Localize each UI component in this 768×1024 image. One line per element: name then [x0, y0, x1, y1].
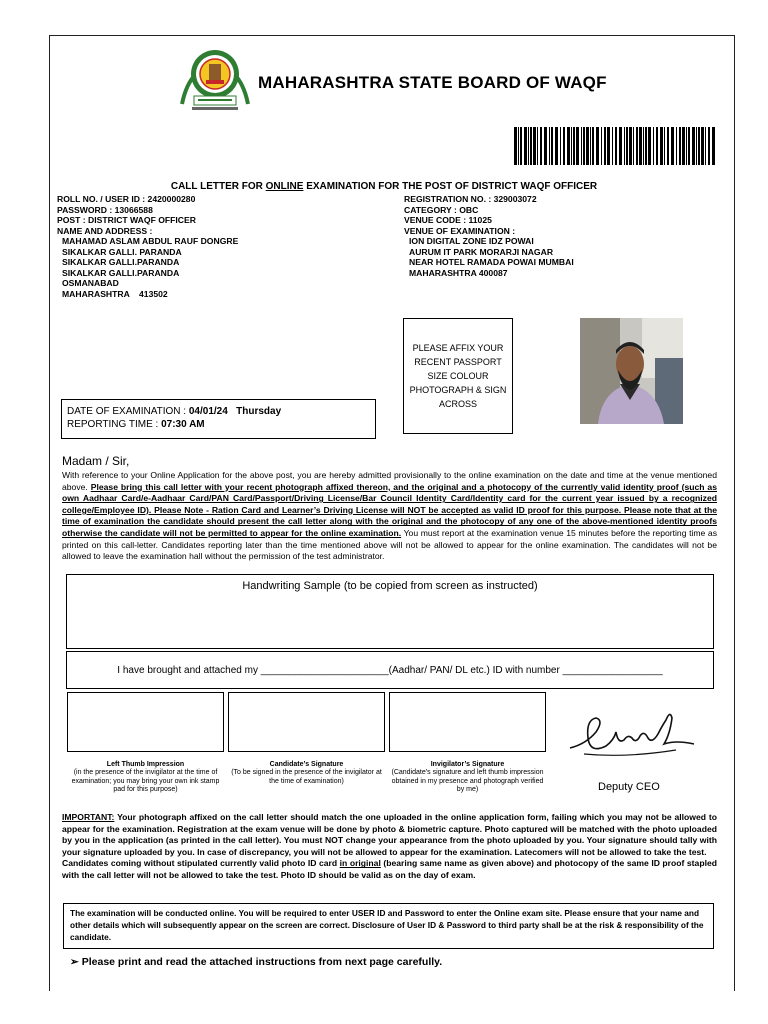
candidate-info [57, 194, 238, 299]
barcode-bar [676, 127, 677, 165]
barcode-bar [563, 127, 565, 165]
candidate-photo [580, 318, 683, 424]
barcode-bar [551, 127, 553, 165]
barcode-bar [524, 127, 527, 165]
barcode-bar [664, 127, 665, 165]
id-declaration-line: I have brought and attached my _______________________(Aadhar/ PAN/ DL etc.) ID with number __________________ [66, 651, 714, 689]
venue-line: AURUM IT PARK MORARJI NAGAR [409, 246, 554, 257]
barcode-bar [601, 127, 602, 165]
invigilator-signature-box [389, 692, 546, 752]
barcode-bar [705, 127, 706, 165]
deputy-ceo-signature [566, 704, 698, 764]
password: PASSWORD : 13066588 [57, 204, 153, 215]
barcode-bar [653, 127, 654, 165]
barcode-bar [636, 127, 638, 165]
print-notice: ➢ Please print and read the attached instructions from next page carefully. [70, 956, 443, 968]
barcode-bar [624, 127, 625, 165]
barcode-bar [696, 127, 697, 165]
handwriting-title: Handwriting Sample (to be copied from screen as instructed) [242, 580, 538, 592]
barcode-bar [712, 127, 715, 165]
barcode-bar [537, 127, 538, 165]
barcode-bar [648, 127, 651, 165]
barcode-bar [688, 127, 690, 165]
org-name: MAHARASHTRA STATE BOARD OF WAQF [258, 73, 607, 92]
barcode-bar [615, 127, 617, 165]
barcode-bar [682, 127, 685, 165]
category: CATEGORY : OBC [404, 204, 479, 215]
deputy-ceo-label: Deputy CEO [598, 781, 660, 793]
barcode-bar [686, 127, 687, 165]
barcode-bar [671, 127, 674, 165]
venue-label: VENUE OF EXAMINATION : [404, 225, 516, 236]
barcode-bar [692, 127, 695, 165]
salutation: Madam / Sir, [62, 454, 130, 468]
barcode-bar [530, 127, 532, 165]
affix-text: SIZE COLOUR [427, 371, 489, 381]
address-line: SIKALKAR GALLI.PARANDA [62, 257, 180, 267]
venue-code: VENUE CODE : 11025 [404, 215, 492, 225]
invigilator-signature-caption: Invigilator’s Signature (Candidate’s signature and left thumb impression obtained in my presence and photograph verified by me) [391, 761, 544, 793]
barcode-bar [592, 127, 594, 165]
barcode-bar [667, 127, 669, 165]
exam-date-label: DATE OF EXAMINATION : [67, 406, 189, 417]
barcode-bar [560, 127, 561, 165]
affix-text: PLEASE AFFIX YOUR [412, 343, 504, 353]
barcode-bar [573, 127, 575, 165]
candidate-signature-box [228, 692, 385, 752]
exam-date-box [61, 399, 376, 439]
reporting-time-label: REPORTING TIME : [67, 419, 162, 430]
address-line: MAHAMAD ASLAM ABDUL RAUF DONGRE [62, 236, 239, 246]
barcode-bar [679, 127, 681, 165]
barcode-bar [544, 127, 547, 165]
reporting-time-value: 07:30 AM [161, 419, 205, 430]
barcode-bar [604, 127, 606, 165]
barcode-bar [639, 127, 642, 165]
address-line: SIKALKAR GALLI.PARANDA [62, 267, 180, 278]
barcode-bar [701, 127, 704, 165]
photo-affix-box [403, 318, 513, 434]
barcode-bar [533, 127, 536, 165]
call-letter-title: CALL LETTER FOR ONLINE EXAMINATION FOR THE POST OF DISTRICT WAQF OFFICER [170, 181, 598, 192]
instructions-paragraph: With reference to your Online Application for the above post, you are hereby admitted provisionally to the online examination on the date and time at the venue mentioned above. Please bring this call letter with your recent photograph affixed thereon, and the original and a photocopy of the currently valid identity proof (such as own Aadhaar Card/e-Aadhaar Card/PAN Card/Passport/Driving License/Bar Council Identity Card/Identity card for the current year issued by a recognized college/Employee ID). Please Note - Ration Card and Learner’s Driving License will NOT be accepted as valid ID proof for this purpose. Please note that at the time of examination the candidate should present the call letter along with the original and the photocopy of any one of the above-mentioned identity proofs otherwise the candidate will not be permitted to appear for the online examination. You must report at the examination venue 15 minutes before the reporting time as printed on this call-letter. Candidates reporting later than the time mentioned above will not be allowed to appear for the online examination. The candidates will not be allowed to leave the examination hall without the permission of the test administrator. [62, 470, 717, 562]
arrow-right-icon: ➢ [70, 956, 79, 968]
affix-text: RECENT PASSPORT [414, 357, 502, 367]
barcode-bar [583, 127, 585, 165]
registration-number: REGISTRATION NO. : 329003072 [404, 194, 537, 204]
affix-text: ACROSS [438, 399, 477, 409]
venue-line: MAHARASHTRA 400087 [409, 267, 508, 278]
barcode-bar [571, 127, 572, 165]
barcode-bar [656, 127, 658, 165]
venue-line: ION DIGITAL ZONE IDZ POWAI [409, 236, 534, 246]
handwriting-sample-box [66, 574, 714, 649]
left-thumb-box [67, 692, 224, 752]
barcode-bar [549, 127, 550, 165]
barcode-bar [660, 127, 663, 165]
registration-info [404, 194, 574, 278]
barcode-bar [629, 127, 632, 165]
barcode-bar [514, 127, 517, 165]
name-address-label: NAME AND ADDRESS : [57, 225, 153, 236]
barcode-bar [596, 127, 599, 165]
barcode-bar [698, 127, 700, 165]
barcode [514, 127, 719, 165]
post: POST : DISTRICT WAQF OFFICER [57, 215, 196, 225]
barcode-bar [626, 127, 628, 165]
address-line: OSMANABAD [62, 278, 119, 288]
barcode-bar [645, 127, 647, 165]
important-notice: IMPORTANT: Your photograph affixed on the call letter should match the one uploaded in the online application form, failing which you may not be allowed to appear for the examination. Registration at the exam venue will be done by photo & biometric capture. Photo captured will be matched with the photo uploaded by you in the application (as printed in the call letter). You must NOT change your appearance from the photo uploaded by you. Your signature should tally with your signature uploaded by you. In case of discrepancy, you will not be allowed to appear for the examination. Latecomers will not be allowed to take the test. Candidates coming without stipulated currently valid photo ID card in original (bearing same name as given above) and photocopy of the same ID proof stapled with the call letter will not be allowed to take the test. Photo ID should be valid as on the day of exam. [62, 812, 717, 880]
address-line: SIKALKAR GALLI. PARANDA [62, 246, 182, 257]
roll-number: ROLL NO. / USER ID : 2420000280 [57, 194, 196, 204]
barcode-bar [708, 127, 710, 165]
barcode-bar [590, 127, 591, 165]
barcode-bar [555, 127, 558, 165]
affix-text: PHOTOGRAPH & SIGN [409, 385, 507, 395]
barcode-bar [518, 127, 519, 165]
barcode-bar [528, 127, 529, 165]
barcode-bar [607, 127, 610, 165]
waqf-board-logo [178, 44, 252, 116]
barcode-bar [581, 127, 582, 165]
online-exam-note: The examination will be conducted online. You will be required to enter USER ID and Password to enter the Online exam site. Please ensure that your name and other details which will subsequently appear on the screen are correct. Disclosure of User ID & Password to third party shall be at the risk & responsibility of the candidate. [63, 903, 714, 949]
barcode-bar [586, 127, 589, 165]
venue-line: NEAR HOTEL RAMADA POWAI MUMBAI [409, 257, 574, 267]
left-thumb-caption: Left Thumb Impression (in the presence of the invigilator at the time of examination; you may bring your own ink stamp pad for this purpose) [71, 761, 220, 793]
barcode-bar [619, 127, 622, 165]
exam-date-value: 04/01/24 Thursday [188, 406, 282, 417]
barcode-bar [643, 127, 644, 165]
barcode-bar [520, 127, 522, 165]
barcode-bar [633, 127, 634, 165]
barcode-bar [540, 127, 542, 165]
candidate-signature-caption: Candidate’s Signature (To be signed in the presence of the invigilator at the time of examination) [231, 761, 382, 785]
address-line: MAHARASHTRA 413502 [62, 288, 168, 299]
barcode-bar [612, 127, 613, 165]
barcode-bar [576, 127, 579, 165]
barcode-bar [567, 127, 570, 165]
